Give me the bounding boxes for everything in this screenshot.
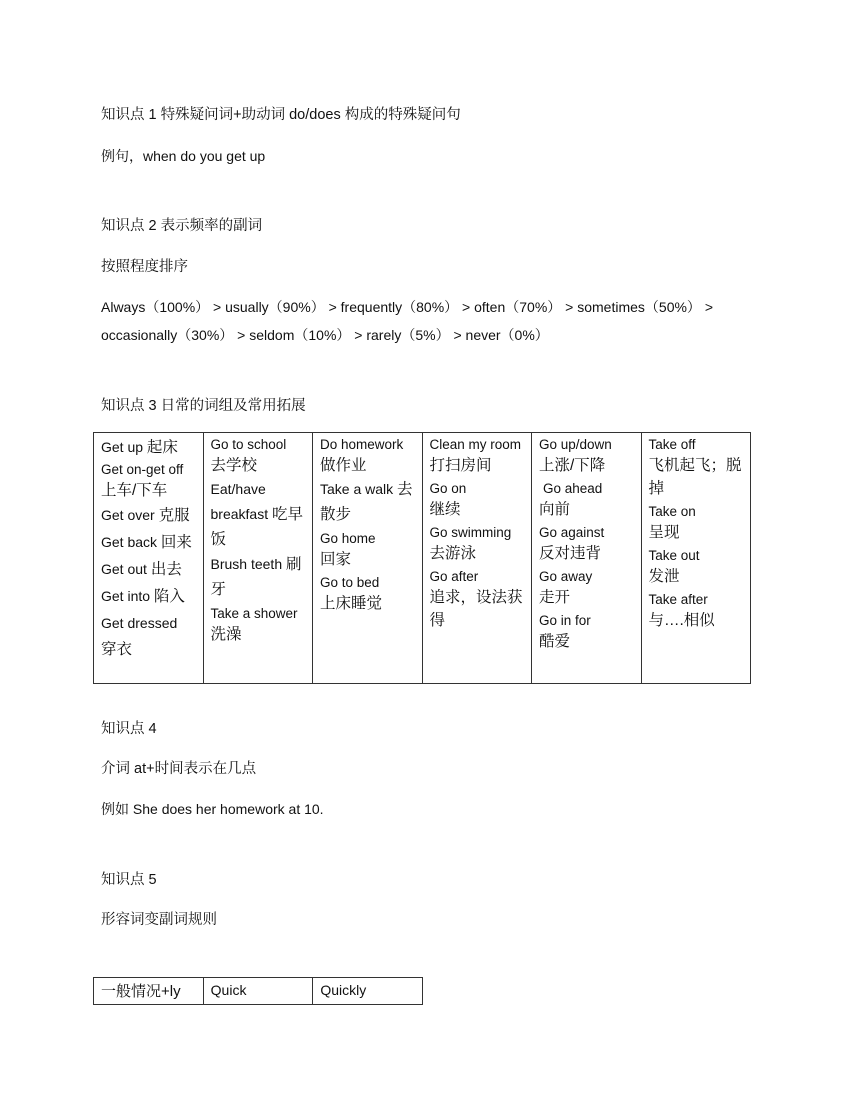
- phrase-en: Do homework: [320, 437, 404, 452]
- phrase-en: Go swimming: [429, 525, 512, 540]
- phrase-zh: 吃早饭: [210, 506, 303, 548]
- adjective-cell: Quick: [203, 978, 313, 1005]
- phrase-zh: 回来: [160, 534, 192, 551]
- phrase-en: Get out: [101, 561, 147, 577]
- phrase-en: Get dressed: [101, 615, 178, 631]
- phrase-en: Go against: [539, 525, 605, 540]
- phrase-zh: 去游泳: [429, 545, 477, 562]
- frequency-order-line-2: occasionally（30%） > seldom（10%） > rarely（5%） > never（0%）: [101, 327, 549, 343]
- phrase-en: Brush teeth: [210, 556, 283, 572]
- phrase-zh: 上涨/下降: [539, 457, 606, 474]
- phrase-en: Take a shower: [210, 606, 298, 621]
- phrase-en: Go up/down: [539, 437, 612, 452]
- phrase-zh: 做作业: [320, 457, 367, 474]
- phrase-en: Take out: [648, 548, 700, 563]
- kp5-subtitle: 形容词变副词规则: [101, 912, 217, 928]
- phrase-column-get: [94, 433, 204, 684]
- phrase-column-take: [641, 433, 751, 684]
- adverb-cell: Quickly: [313, 978, 423, 1005]
- kp4-example: 例如 She does her homework at 10.: [101, 801, 324, 817]
- phrase-zh: 去学校: [210, 457, 258, 474]
- phrase-en: Get over: [101, 507, 155, 523]
- phrase-en: Get up: [101, 439, 144, 455]
- table-row: [94, 978, 423, 1005]
- kp2-title: 知识点 2 表示频率的副词: [101, 218, 263, 234]
- phrase-en: Go in for: [539, 613, 591, 628]
- kp2-subtitle: 按照程度排序: [101, 259, 188, 275]
- phrase-column-homework: [313, 433, 423, 684]
- phrase-en: Clean my room: [429, 437, 522, 452]
- phrase-en: Get on-get off: [101, 462, 184, 477]
- phrase-table: [93, 432, 751, 684]
- phrase-zh: 穿衣: [101, 641, 133, 658]
- phrase-zh: 上床睡觉: [320, 595, 383, 612]
- rule-cell: 一般情况+ly: [94, 978, 204, 1005]
- kp3-title: 知识点 3 日常的词组及常用拓展: [101, 398, 306, 414]
- phrase-column-go-school: [203, 433, 313, 684]
- phrase-zh: 追求，设法获得: [429, 589, 523, 629]
- phrase-zh: 呈现: [648, 524, 680, 541]
- phrase-en: Go after: [429, 569, 479, 584]
- phrase-en: Get into: [101, 588, 151, 604]
- phrase-zh: 飞机起飞；脱掉: [648, 457, 742, 497]
- phrase-en: Go ahead: [543, 481, 603, 496]
- frequency-order-line-1: Always（100%） > usually（90%） > frequently（80%） > often（70%） > sometimes（50%） >: [101, 299, 714, 315]
- phrase-zh: 继续: [429, 501, 461, 518]
- phrase-zh: 反对违背: [539, 545, 602, 562]
- phrase-zh: 陷入: [153, 588, 185, 605]
- adverb-rule-table: [93, 977, 423, 1005]
- kp1-title: 知识点 1 特殊疑问词+助动词 do/does 构成的特殊疑问句: [101, 107, 461, 123]
- phrase-zh: 酷爱: [539, 633, 571, 650]
- phrase-zh: 回家: [320, 551, 352, 568]
- phrase-column-go: [532, 433, 642, 684]
- phrase-en: Go to bed: [320, 575, 380, 590]
- phrase-zh: 洗澡: [210, 626, 242, 643]
- phrase-zh: 克服: [158, 507, 190, 524]
- kp1-example: 例句，when do you get up: [101, 148, 266, 164]
- phrase-en: Take off: [648, 437, 696, 452]
- phrase-zh: 去散步: [320, 481, 413, 523]
- phrase-zh: 走开: [539, 589, 571, 606]
- phrase-en: Go away: [539, 569, 593, 584]
- kp4-subtitle: 介词 at+时间表示在几点: [101, 761, 257, 777]
- phrase-zh: 出去: [150, 561, 182, 578]
- phrase-en: Get back: [101, 534, 158, 550]
- phrase-en: Take after: [648, 592, 708, 607]
- phrase-column-clean: [422, 433, 532, 684]
- kp5-title: 知识点 5: [101, 872, 157, 888]
- phrase-zh: 上车/下车: [101, 482, 168, 499]
- phrase-en: Take on: [648, 504, 696, 519]
- phrase-zh: 与….相似: [648, 612, 715, 629]
- phrase-zh: 向前: [539, 501, 571, 518]
- phrase-en: Take a walk: [320, 481, 394, 497]
- phrase-zh: 发泄: [648, 568, 680, 585]
- phrase-en: Go on: [429, 481, 467, 496]
- phrase-zh: 起床: [146, 439, 178, 456]
- phrase-en: Eat/have breakfast: [210, 481, 269, 522]
- phrase-en: Go to school: [210, 437, 287, 452]
- kp4-title: 知识点 4: [101, 721, 157, 737]
- phrase-en: Go home: [320, 531, 376, 546]
- phrase-zh: 刷牙: [210, 556, 302, 598]
- phrase-zh: 打扫房间: [429, 457, 492, 474]
